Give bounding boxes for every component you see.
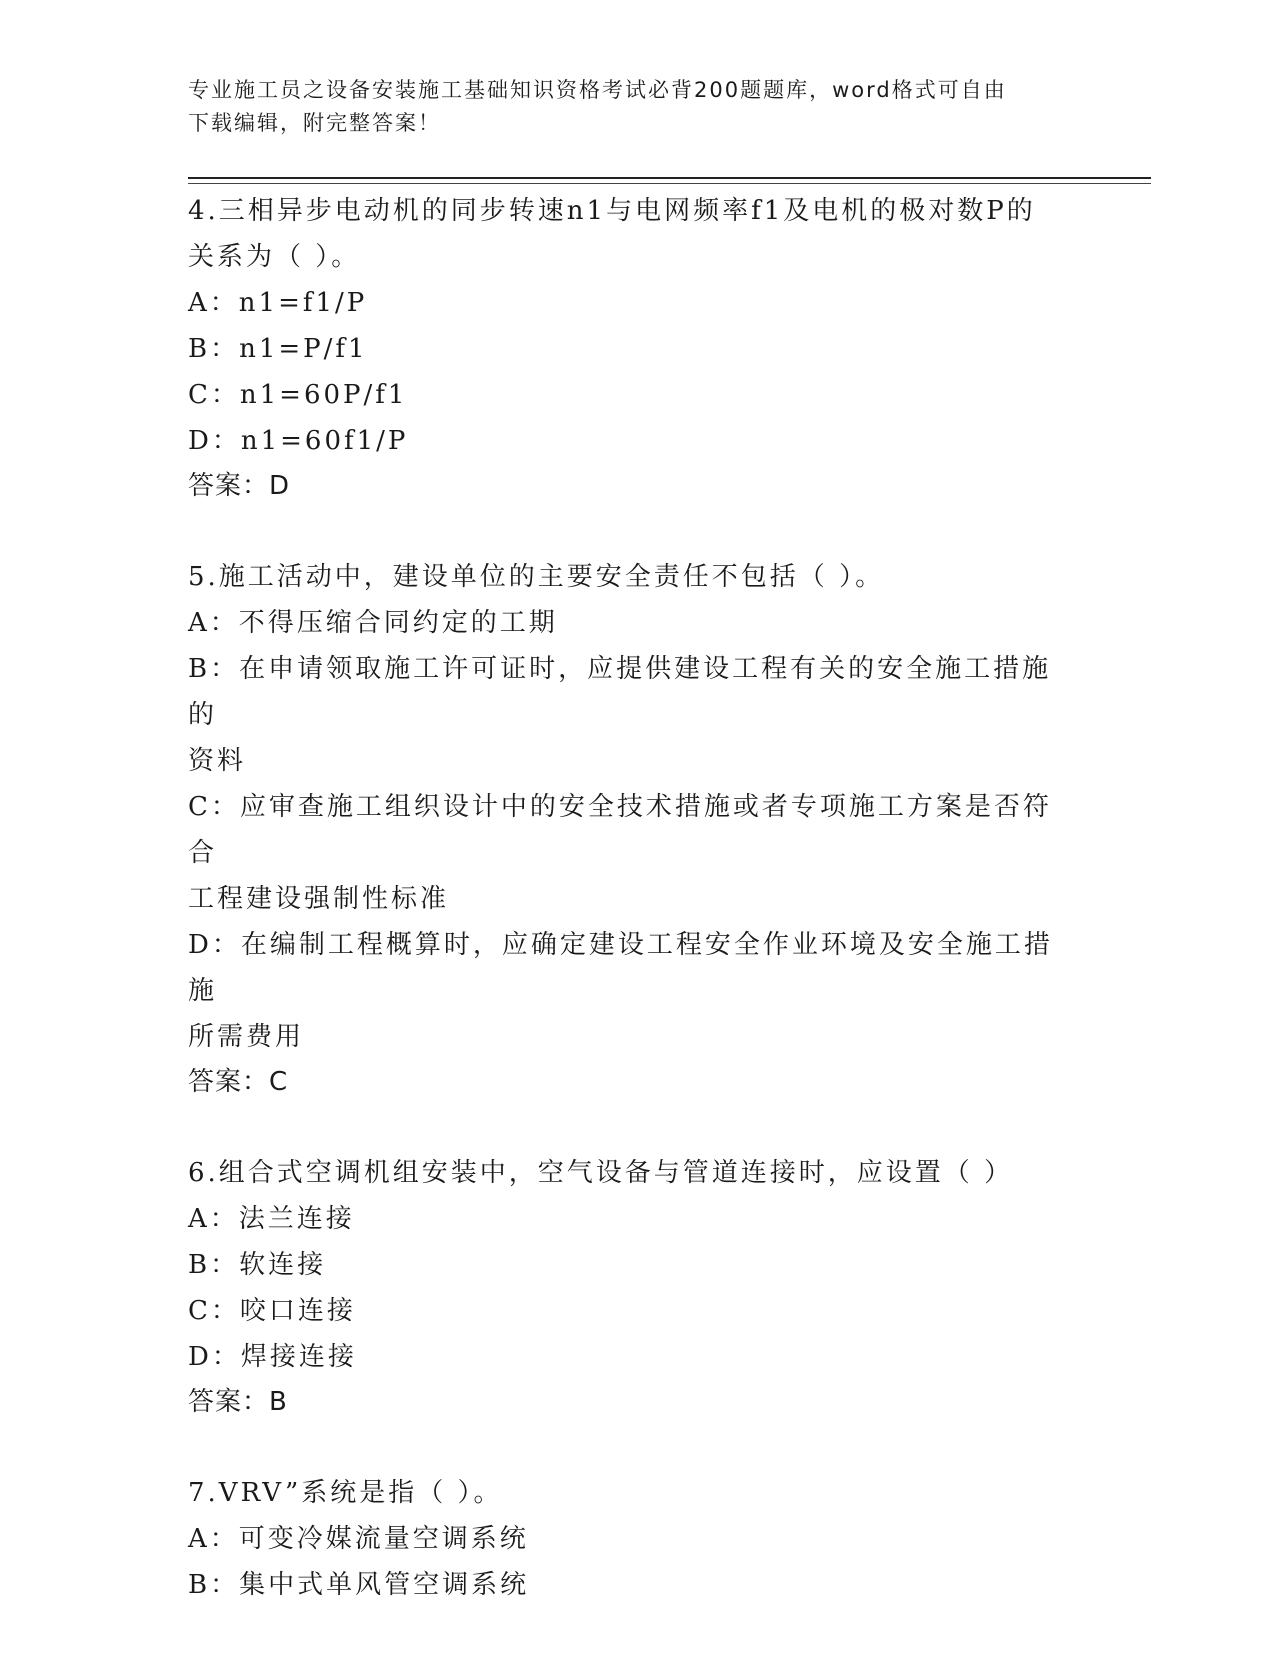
question-6 <box>188 1150 1068 1424</box>
question-stem-line: 7.VRV”系统是指（ ）。 <box>188 1478 503 1508</box>
answer-label: 答案：B <box>188 1387 288 1417</box>
option-a: A：可变冷媒流量空调系统 <box>188 1524 529 1554</box>
option-b: B：集中式单风管空调系统 <box>188 1570 530 1600</box>
question-stem-line: 关系为（ ）。 <box>188 242 361 272</box>
option-a: A：法兰连接 <box>188 1204 355 1234</box>
option-c-continued: 工程建设强制性标准 <box>188 884 450 914</box>
option-b: B：在申请领取施工许可证时，应提供建设工程有关的安全施工措施的 <box>188 654 1052 730</box>
document-header <box>188 74 1068 140</box>
header-divider-thick <box>188 177 1151 179</box>
option-b: B：软连接 <box>188 1250 327 1280</box>
question-7 <box>188 1470 1068 1608</box>
question-stem-line: 5.施工活动中，建设单位的主要安全责任不包括（ ）。 <box>188 562 885 592</box>
option-d-continued: 所需费用 <box>188 1022 305 1052</box>
option-b-continued: 资料 <box>188 746 247 776</box>
option-c: C：咬口连接 <box>188 1296 356 1326</box>
option-c: C：应审查施工组织设计中的安全技术措施或者专项施工方案是否符合 <box>188 792 1052 868</box>
option-a: A：n1=f1/P <box>188 288 368 318</box>
option-a: A：不得压缩合同约定的工期 <box>188 608 558 638</box>
header-divider-thin <box>188 183 1151 184</box>
question-5 <box>188 554 1068 1104</box>
header-line-1: 专业施工员之设备安装施工基础知识资格考试必背200题题库，word格式可自由 <box>188 78 1007 102</box>
answer-label: 答案：C <box>188 1067 289 1097</box>
option-d: D：在编制工程概算时，应确定建设工程安全作业环境及安全施工措施 <box>188 930 1053 1006</box>
option-c: C：n1=60P/f1 <box>188 380 408 410</box>
option-d: D：n1=60f1/P <box>188 426 409 456</box>
question-4 <box>188 188 1068 508</box>
question-list <box>188 188 1068 1654</box>
question-stem-line: 4.三相异步电动机的同步转速n1与电网频率f1及电机的极对数P的 <box>188 196 1036 226</box>
option-b: B：n1=P/f1 <box>188 334 368 364</box>
option-d: D：焊接连接 <box>188 1342 357 1372</box>
header-line-2: 下载编辑，附完整答案！ <box>188 111 441 135</box>
answer-label: 答案：D <box>188 471 291 501</box>
question-stem-line: 6.组合式空调机组安装中，空气设备与管道连接时，应设置（ ） <box>188 1158 1014 1188</box>
